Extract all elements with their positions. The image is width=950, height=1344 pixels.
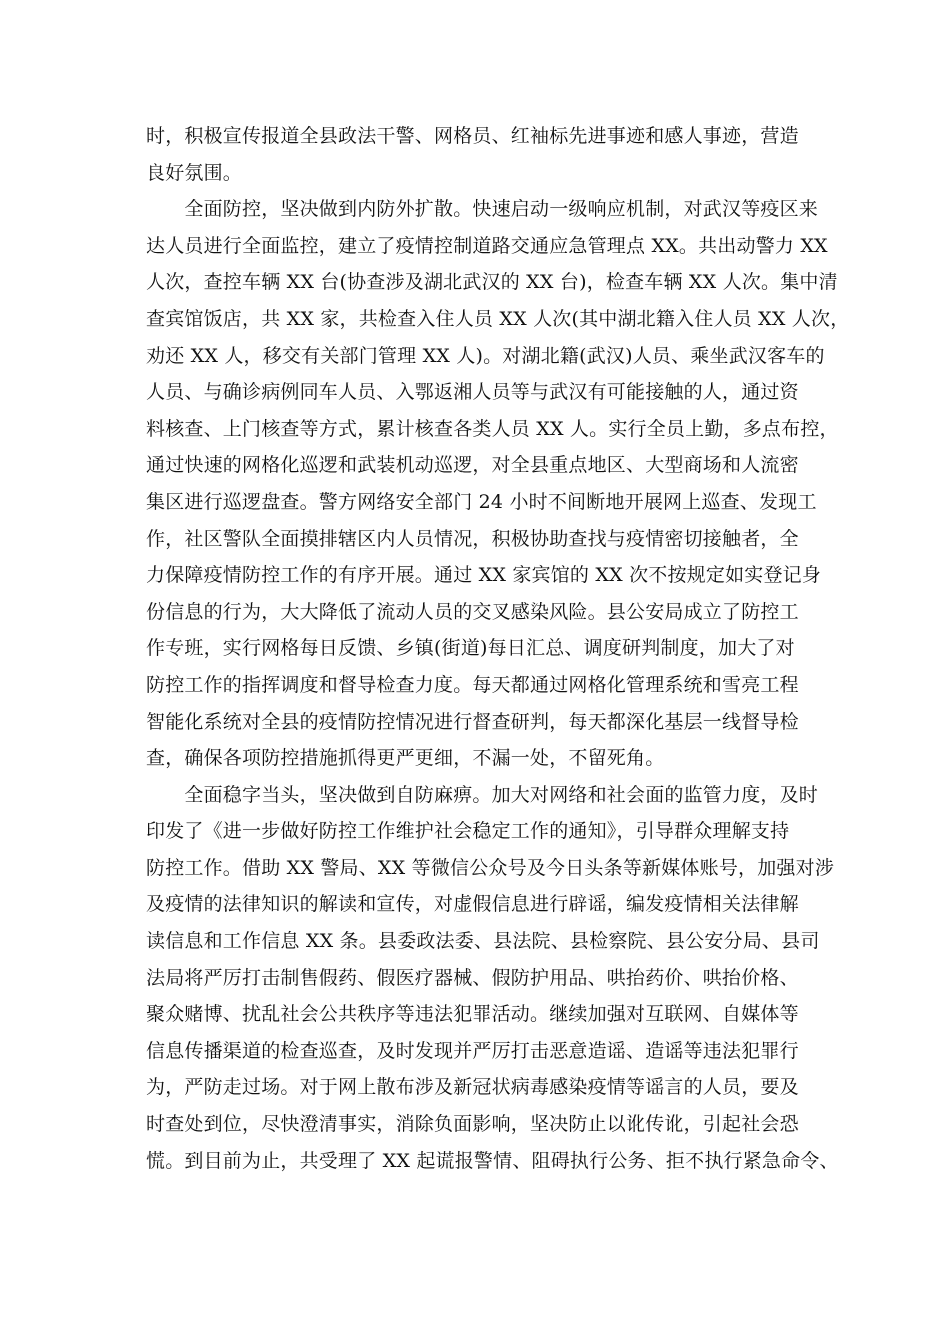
text-line: 通过快速的网格化巡逻和武装机动巡逻，对全县重点地区、大型商场和人流密 bbox=[146, 454, 799, 477]
text-line: 作专班，实行网格每日反馈、乡镇(街道)每日汇总、调度研判制度，加大了对 bbox=[146, 637, 795, 660]
text-line: 份信息的行为，大大降低了流动人员的交叉感染风险。县公安局成立了防控工 bbox=[146, 600, 799, 623]
text-line: 聚众赌博、扰乱社会公共秩序等违法犯罪活动。继续加强对互联网、自媒体等 bbox=[146, 1003, 799, 1026]
text-line: 查，确保各项防控措施抓得更严更细，不漏一处，不留死角。 bbox=[146, 747, 665, 770]
text-line: 集区进行巡逻盘查。警方网络安全部门 24 小时不间断地开展网上巡查、发现工 bbox=[146, 490, 817, 513]
text-line: 查宾馆饭店，共 XX 家，共检查入住人员 XX 人次(其中湖北籍入住人员 XX 人次， bbox=[146, 307, 850, 330]
text-line: 劝还 XX 人，移交有关部门管理 XX 人)。对湖北籍(武汉)人员、乘坐武汉客车的 bbox=[146, 344, 825, 367]
text-line: 时，积极宣传报道全县政法干警、网格员、红袖标先进事迹和感人事迹，营造 bbox=[146, 125, 799, 147]
paragraph-start-line: 全面稳字当头，坚决做到自防麻痹。加大对网络和社会面的监管力度，及时 bbox=[146, 783, 819, 806]
text-line: 达人员进行全面监控，建立了疫情控制道路交通应急管理点 XX。共出动警力 XX bbox=[146, 234, 828, 257]
text-line: 印发了《进一步做好防控工作维护社会稳定工作的通知》，引导群众理解支持 bbox=[146, 820, 790, 843]
text-line: 信息传播渠道的检查巡查，及时发现并严厉打击恶意造谣、造谣等违法犯罪行 bbox=[146, 1039, 799, 1062]
text-line: 为，严防走过场。对于网上散布涉及新冠状病毒感染疫情等谣言的人员，要及 bbox=[146, 1076, 799, 1099]
text-line: 及疫情的法律知识的解读和宣传，对虚假信息进行辟谣，编发疫情相关法律解 bbox=[146, 893, 799, 916]
text-line: 力保障疫情防控工作的有序开展。通过 XX 家宾馆的 XX 次不按规定如实登记身 bbox=[146, 564, 822, 587]
paragraph-start-line: 全面防控，坚决做到内防外扩散。快速启动一级响应机制，对武汉等疫区来 bbox=[146, 198, 819, 221]
text-line: 人次，查控车辆 XX 台(协查涉及湖北武汉的 XX 台)，检查车辆 XX 人次。集中清 bbox=[146, 271, 838, 294]
body-text bbox=[146, 118, 850, 1179]
text-line: 智能化系统对全县的疫情防控情况进行督查研判，每天都深化基层一线督导检 bbox=[146, 710, 799, 733]
text-line: 时查处到位，尽快澄清事实，消除负面影响，坚决防止以讹传讹，引起社会恐 bbox=[146, 1113, 799, 1136]
text-line: 良好氛围。 bbox=[146, 161, 243, 184]
text-line: 料核查、上门核查等方式，累计核查各类人员 XX 人。实行全员上勤，多点布控， bbox=[146, 417, 839, 440]
text-line: 防控工作。借助 XX 警局、XX 等微信公众号及今日头条等新媒体账号，加强对涉 bbox=[146, 856, 835, 879]
text-line: 慌。到目前为止，共受理了 XX 起谎报警情、阻碍执行公务、拒不执行紧急命令、 bbox=[146, 1149, 839, 1172]
text-line: 防控工作的指挥调度和督导检查力度。每天都通过网格化管理系统和雪亮工程 bbox=[146, 673, 799, 696]
text-line: 读信息和工作信息 XX 条。县委政法委、县法院、县检察院、县公安分局、县司 bbox=[146, 930, 820, 953]
text-line: 人员、与确诊病例同车人员、入鄂返湘人员等与武汉有可能接触的人，通过资 bbox=[146, 381, 799, 404]
text-line: 法局将严厉打击制售假药、假医疗器械、假防护用品、哄抬药价、哄抬价格、 bbox=[146, 966, 799, 989]
text-line: 作，社区警队全面摸排辖区内人员情况，积极协助查找与疫情密切接触者，全 bbox=[146, 527, 799, 550]
